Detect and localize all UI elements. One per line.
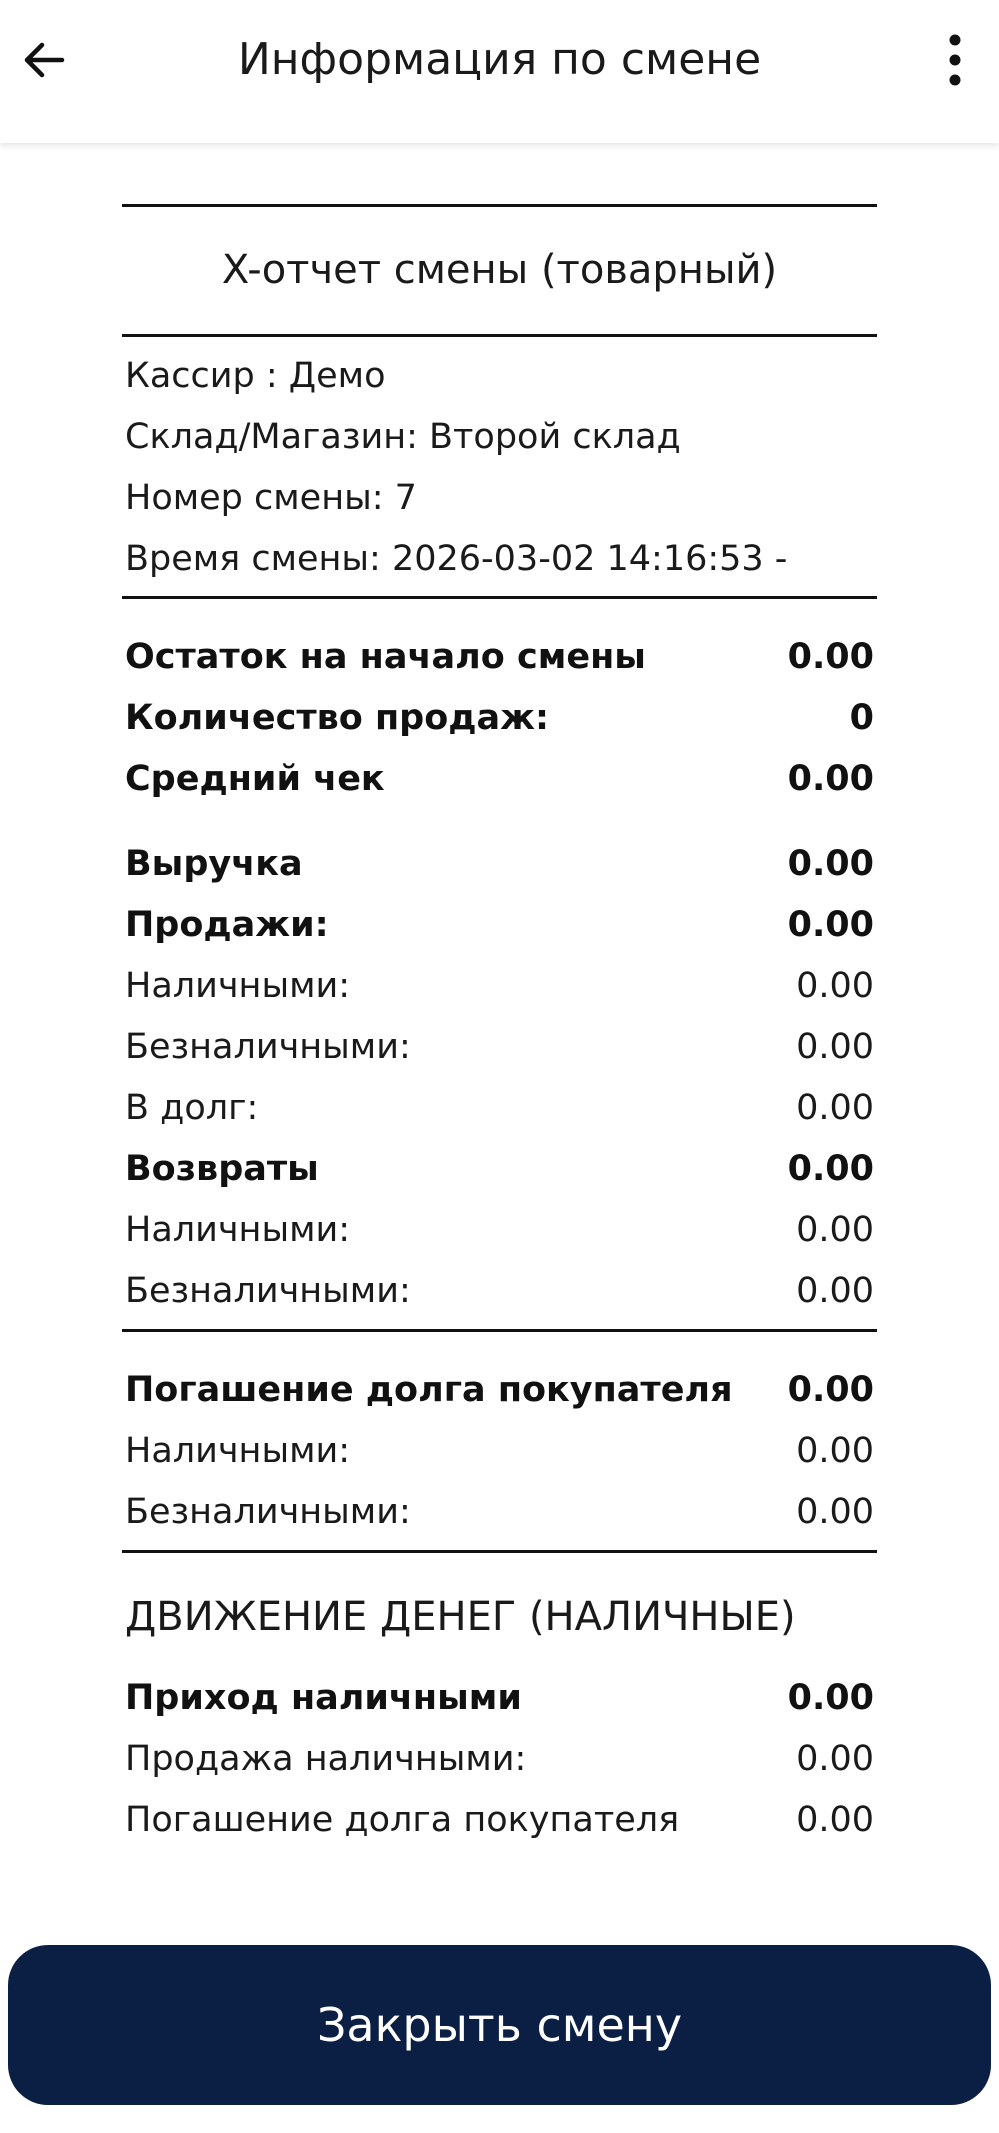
returns-card-row xyxy=(122,1260,877,1321)
row-value: 0.00 xyxy=(787,904,874,945)
more-vertical-icon xyxy=(945,34,965,86)
row-label: Возвраты xyxy=(125,1148,319,1189)
cash-movement-title: ДВИЖЕНИЕ ДЕНЕГ (НАЛИЧНЫЕ) xyxy=(125,1594,796,1640)
row-value: 0.00 xyxy=(787,1148,874,1189)
row-value: 0.00 xyxy=(787,843,874,884)
row-label: Безналичными: xyxy=(125,1026,411,1067)
row-label: Выручка xyxy=(125,843,303,884)
cash-sale-row xyxy=(122,1728,877,1789)
row-label: Средний чек xyxy=(125,758,385,799)
sales-count-row xyxy=(122,687,877,748)
cash-debt-repayment-row xyxy=(122,1789,877,1850)
row-value: 0.00 xyxy=(787,1369,874,1410)
more-options-button[interactable] xyxy=(925,30,985,90)
row-value: 0.00 xyxy=(796,1799,874,1840)
row-label: Продажа наличными: xyxy=(125,1738,527,1779)
row-value: 0.00 xyxy=(787,758,874,799)
sales-card-row xyxy=(122,1016,877,1077)
x-report xyxy=(122,204,877,1850)
arrow-left-icon xyxy=(20,36,68,84)
returns-cash-row xyxy=(122,1199,877,1260)
app-bar xyxy=(0,0,999,143)
row-value: 0.00 xyxy=(796,1087,874,1128)
row-label: Безналичными: xyxy=(125,1270,411,1311)
row-value: 0.00 xyxy=(796,1491,874,1532)
row-label: Погашение долга покупателя xyxy=(125,1799,680,1840)
sales-cash-row xyxy=(122,955,877,1016)
row-value: 0 xyxy=(849,697,874,738)
row-value: 0.00 xyxy=(796,965,874,1006)
sales-row xyxy=(122,894,877,955)
debt-repayment-row xyxy=(122,1359,877,1420)
shift-number-line: Номер смены: 7 xyxy=(125,478,417,518)
store-line: Склад/Магазин: Второй склад xyxy=(125,417,681,457)
cash-income-row xyxy=(122,1667,877,1728)
opening-balance-row xyxy=(122,626,877,687)
average-check-row xyxy=(122,748,877,809)
row-label: Наличными: xyxy=(125,965,351,1006)
row-label: В долг: xyxy=(125,1087,259,1128)
debt-card-row xyxy=(122,1481,877,1542)
returns-row xyxy=(122,1138,877,1199)
back-button[interactable] xyxy=(14,30,74,90)
page-title: Информация по смене xyxy=(237,34,762,85)
report-title: X-отчет смены (товарный) xyxy=(221,247,778,293)
row-label: Количество продаж: xyxy=(125,697,549,738)
debt-cash-row xyxy=(122,1420,877,1481)
row-value: 0.00 xyxy=(796,1026,874,1067)
row-label: Продажи: xyxy=(125,904,329,945)
sales-debt-row xyxy=(122,1077,877,1138)
row-value: 0.00 xyxy=(796,1430,874,1471)
row-value: 0.00 xyxy=(796,1738,874,1779)
row-label: Безналичными: xyxy=(125,1491,411,1532)
row-label: Приход наличными xyxy=(125,1677,522,1718)
row-value: 0.00 xyxy=(787,1677,874,1718)
row-label: Наличными: xyxy=(125,1209,351,1250)
shift-time-line: Время смены: 2026-03-02 14:16:53 - xyxy=(125,539,788,579)
cashier-line: Кассир : Демо xyxy=(125,356,386,396)
row-label: Остаток на начало смены xyxy=(125,636,646,677)
row-label: Погашение долга покупателя xyxy=(125,1369,733,1410)
row-value: 0.00 xyxy=(787,636,874,677)
row-label: Наличными: xyxy=(125,1430,351,1471)
row-value: 0.00 xyxy=(796,1209,874,1250)
revenue-row xyxy=(122,833,877,894)
row-value: 0.00 xyxy=(796,1270,874,1311)
close-shift-button[interactable]: Закрыть смену xyxy=(8,1945,991,2105)
